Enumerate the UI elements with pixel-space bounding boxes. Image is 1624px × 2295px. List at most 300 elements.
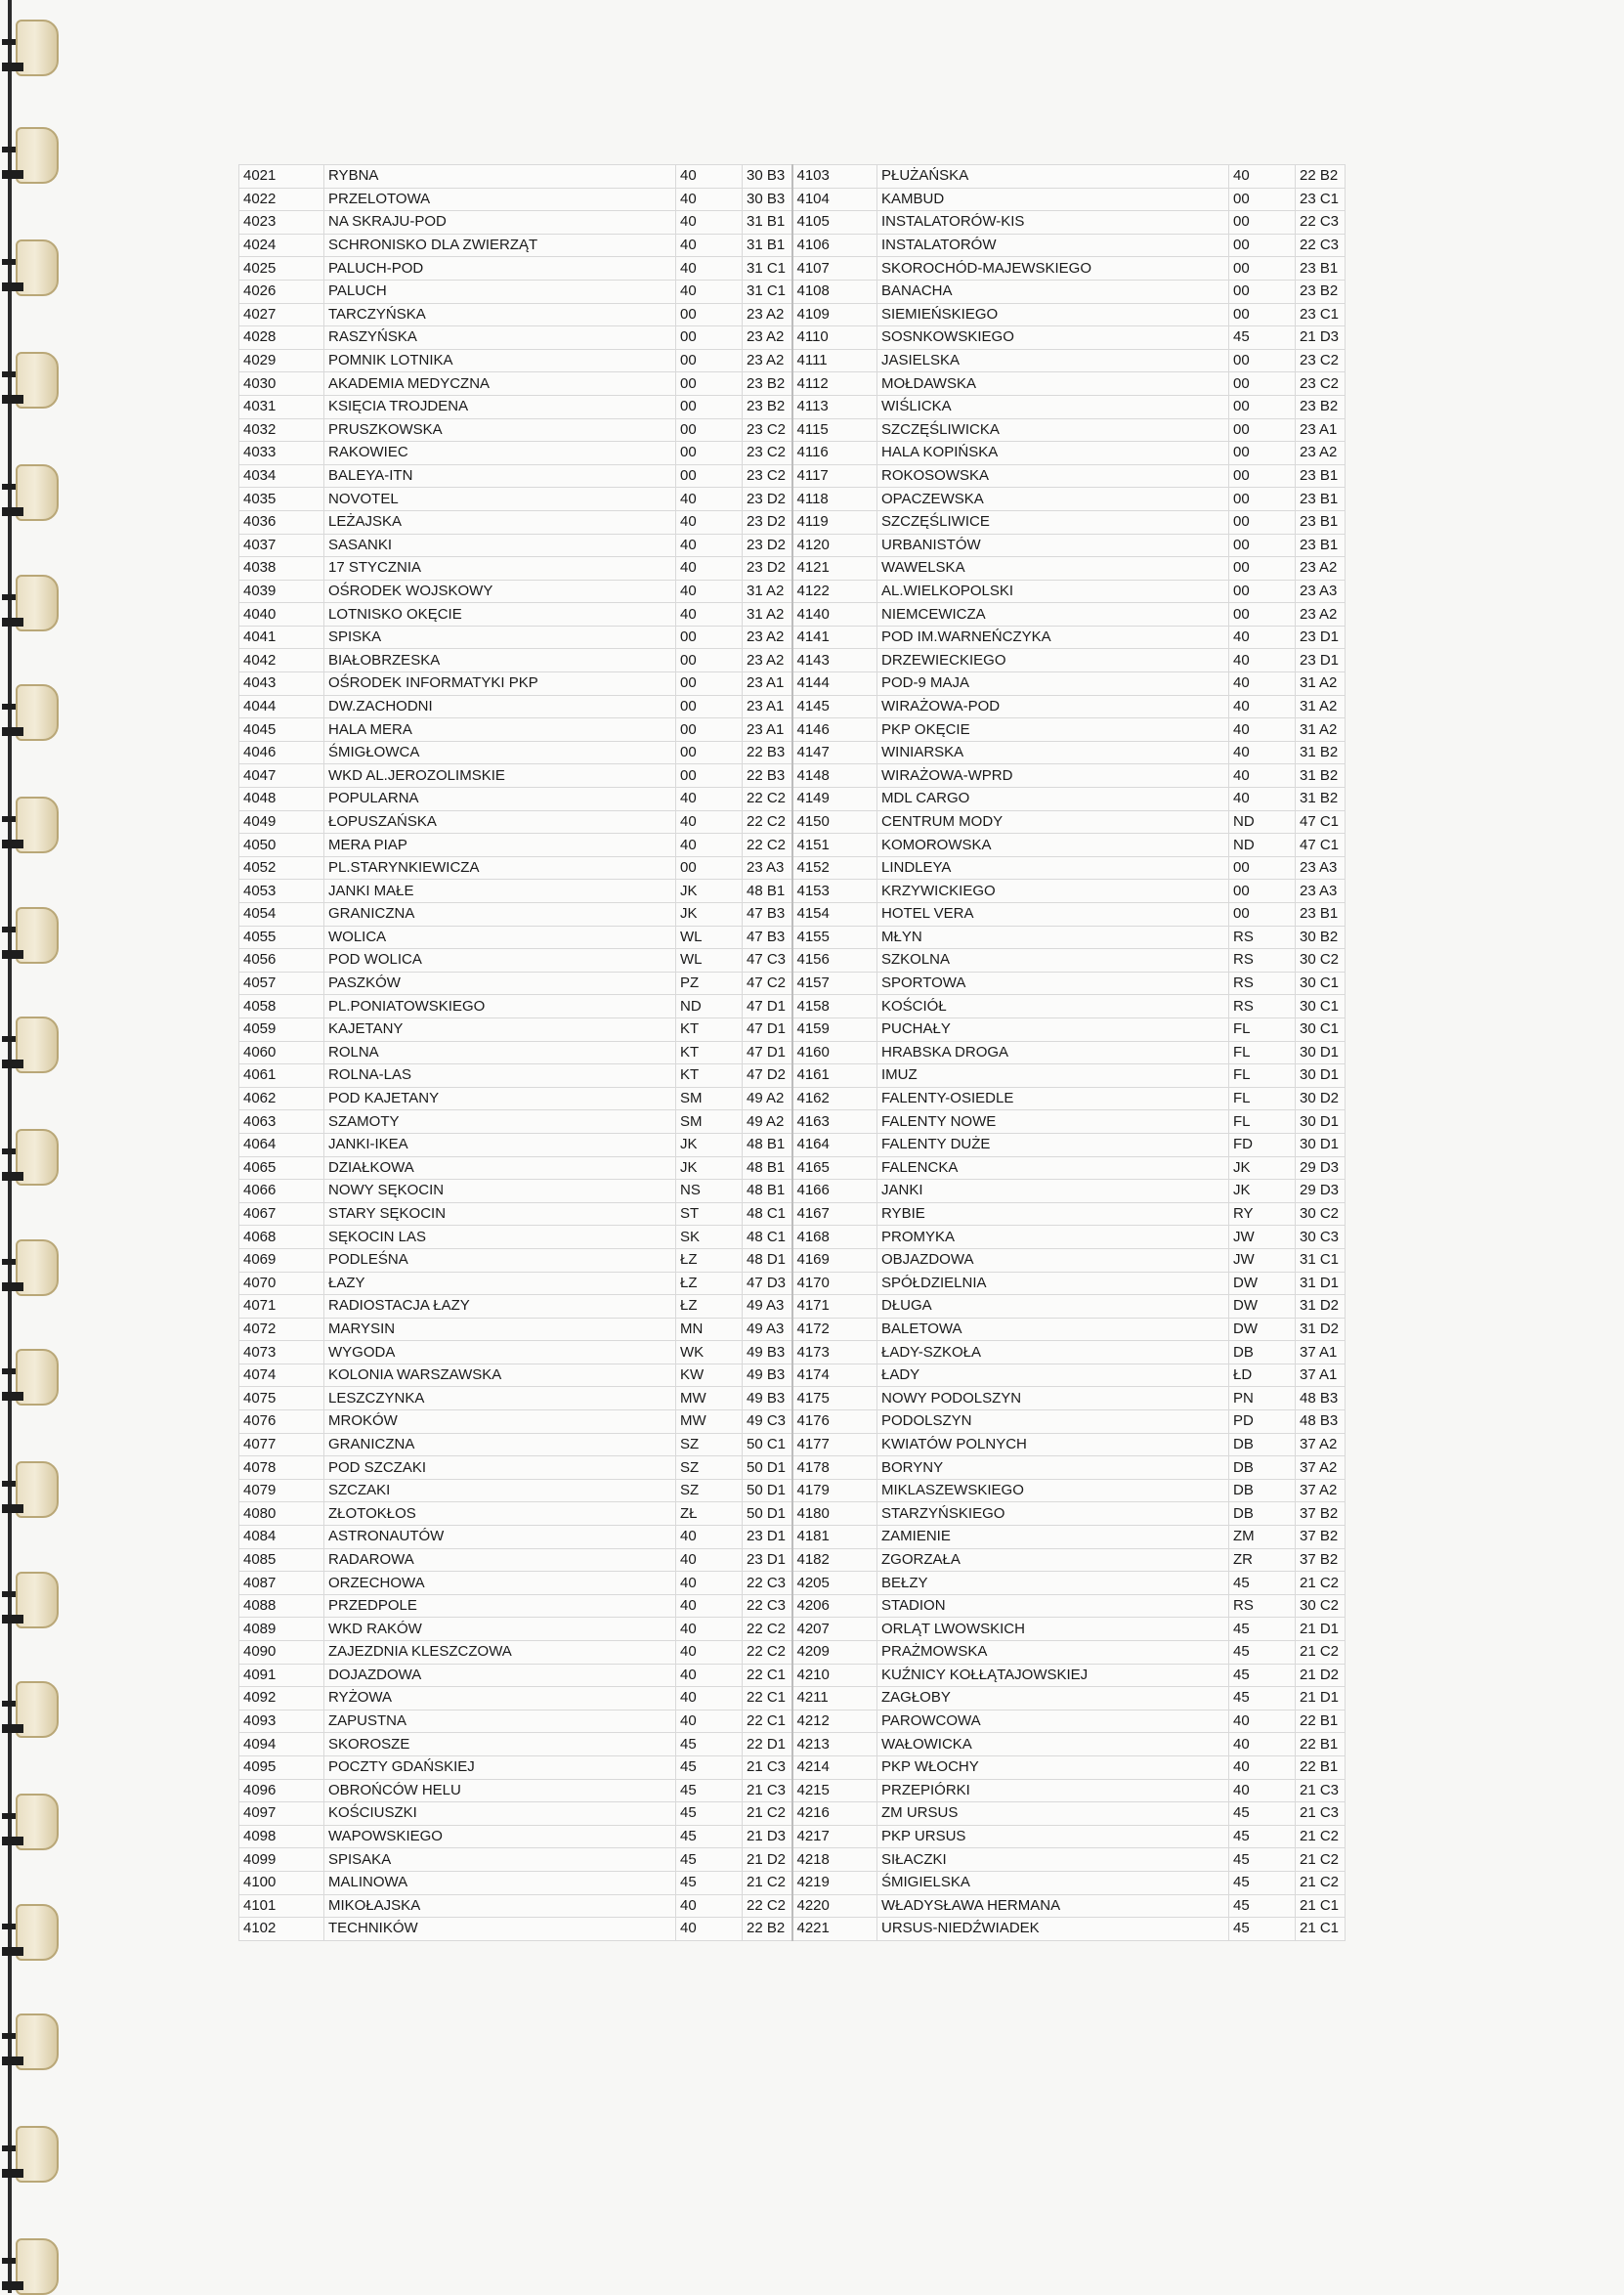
binding-ring bbox=[2, 1681, 63, 1738]
stop-name: PROMYKA bbox=[877, 1226, 1229, 1249]
stop-name: PKP WŁOCHY bbox=[877, 1755, 1229, 1779]
map-ref: 48 C1 bbox=[743, 1226, 792, 1249]
stop-number: 4210 bbox=[792, 1664, 877, 1687]
stop-number: 4221 bbox=[792, 1918, 877, 1941]
zone-code: ND bbox=[676, 995, 743, 1018]
stop-name: WKD AL.JEROZOLIMSKIE bbox=[324, 764, 676, 788]
stop-number: 4120 bbox=[792, 534, 877, 557]
map-ref: 30 C2 bbox=[1296, 1594, 1346, 1618]
stop-number: 4037 bbox=[239, 534, 324, 557]
zone-code: SZ bbox=[676, 1433, 743, 1456]
map-ref: 23 D1 bbox=[1296, 626, 1346, 649]
map-ref: 48 B3 bbox=[1296, 1387, 1346, 1410]
zone-code: DW bbox=[1229, 1295, 1296, 1319]
map-ref: 23 A2 bbox=[743, 649, 792, 672]
zone-code: ŁZ bbox=[676, 1295, 743, 1319]
stop-number: 4118 bbox=[792, 488, 877, 511]
table-row bbox=[239, 1064, 1346, 1088]
stop-number: 4066 bbox=[239, 1180, 324, 1203]
stop-name: WIŚLICKA bbox=[877, 395, 1229, 418]
zone-code: 00 bbox=[1229, 510, 1296, 534]
stop-name: INSTALATORÓW-KIS bbox=[877, 211, 1229, 235]
stop-name: ŚMIGŁOWCA bbox=[324, 741, 676, 764]
map-ref: 50 D1 bbox=[743, 1479, 792, 1502]
zone-code: 00 bbox=[676, 718, 743, 742]
stop-name: MŁYN bbox=[877, 926, 1229, 949]
table-row bbox=[239, 165, 1346, 189]
stop-name: JANKI bbox=[877, 1180, 1229, 1203]
stop-name: PRZEDPOLE bbox=[324, 1594, 676, 1618]
stop-number: 4045 bbox=[239, 718, 324, 742]
stop-number: 4058 bbox=[239, 995, 324, 1018]
zone-code: 40 bbox=[676, 1618, 743, 1641]
stop-name: KRZYWICKIEGO bbox=[877, 880, 1229, 903]
table-row bbox=[239, 188, 1346, 211]
stop-number: 4214 bbox=[792, 1755, 877, 1779]
zone-code: 00 bbox=[1229, 464, 1296, 488]
stop-name: AL.WIELKOPOLSKI bbox=[877, 580, 1229, 603]
zone-code: 45 bbox=[1229, 1664, 1296, 1687]
zone-code: KT bbox=[676, 1041, 743, 1064]
stop-name: LINDLEYA bbox=[877, 856, 1229, 880]
table-row bbox=[239, 1272, 1346, 1295]
stop-name: PAROWCOWA bbox=[877, 1710, 1229, 1733]
stop-number: 4158 bbox=[792, 995, 877, 1018]
table-row bbox=[239, 1364, 1346, 1387]
table-row bbox=[239, 672, 1346, 696]
stop-number: 4178 bbox=[792, 1456, 877, 1480]
map-ref: 23 A3 bbox=[1296, 580, 1346, 603]
stop-number: 4172 bbox=[792, 1318, 877, 1341]
map-ref: 49 B3 bbox=[743, 1364, 792, 1387]
stop-name: LEŻAJSKA bbox=[324, 510, 676, 534]
binding-ring bbox=[2, 1461, 63, 1518]
zone-code: FL bbox=[1229, 1064, 1296, 1088]
map-ref: 23 D1 bbox=[743, 1548, 792, 1572]
table-row bbox=[239, 1825, 1346, 1848]
binding-ring bbox=[2, 684, 63, 741]
stop-number: 4041 bbox=[239, 626, 324, 649]
map-ref: 23 A2 bbox=[1296, 603, 1346, 627]
table-row bbox=[239, 1871, 1346, 1894]
stop-name: BORYNY bbox=[877, 1456, 1229, 1480]
map-ref: 23 D2 bbox=[743, 534, 792, 557]
stop-name: FALENCKA bbox=[877, 1156, 1229, 1180]
stop-name: SOSNKOWSKIEGO bbox=[877, 326, 1229, 350]
stop-name: SPISKA bbox=[324, 626, 676, 649]
stop-number: 4206 bbox=[792, 1594, 877, 1618]
map-ref: 23 C2 bbox=[1296, 349, 1346, 372]
table-row bbox=[239, 626, 1346, 649]
map-ref: 29 D3 bbox=[1296, 1180, 1346, 1203]
zone-code: KT bbox=[676, 1064, 743, 1088]
map-ref: 23 B2 bbox=[1296, 280, 1346, 303]
table-row bbox=[239, 1572, 1346, 1595]
stop-number: 4034 bbox=[239, 464, 324, 488]
stop-name: PRAŻMOWSKA bbox=[877, 1641, 1229, 1665]
stop-number: 4039 bbox=[239, 580, 324, 603]
stop-number: 4025 bbox=[239, 257, 324, 281]
zone-code: 40 bbox=[676, 603, 743, 627]
zone-code: 45 bbox=[676, 1733, 743, 1756]
map-ref: 22 C3 bbox=[743, 1594, 792, 1618]
map-ref: 49 C3 bbox=[743, 1410, 792, 1434]
stop-number: 4075 bbox=[239, 1387, 324, 1410]
zone-code: DB bbox=[1229, 1502, 1296, 1526]
map-ref: 47 D3 bbox=[743, 1272, 792, 1295]
map-ref: 30 D1 bbox=[1296, 1110, 1346, 1134]
zone-code: MN bbox=[676, 1318, 743, 1341]
zone-code: RS bbox=[1229, 949, 1296, 973]
zone-code: 45 bbox=[676, 1755, 743, 1779]
map-ref: 22 C3 bbox=[1296, 211, 1346, 235]
zone-code: WL bbox=[676, 949, 743, 973]
stop-name: TARCZYŃSKA bbox=[324, 303, 676, 326]
map-ref: 23 C2 bbox=[743, 442, 792, 465]
map-ref: 30 B3 bbox=[743, 165, 792, 189]
stop-name: AKADEMIA MEDYCZNA bbox=[324, 372, 676, 396]
table-row bbox=[239, 534, 1346, 557]
stop-name: PŁUŻAŃSKA bbox=[877, 165, 1229, 189]
stop-name: HALA KOPIŃSKA bbox=[877, 442, 1229, 465]
stop-number: 4092 bbox=[239, 1687, 324, 1710]
stop-number: 4211 bbox=[792, 1687, 877, 1710]
stop-number: 4042 bbox=[239, 649, 324, 672]
map-ref: 31 B2 bbox=[1296, 788, 1346, 811]
zone-code: 40 bbox=[676, 1572, 743, 1595]
map-ref: 49 A3 bbox=[743, 1295, 792, 1319]
zone-code: MW bbox=[676, 1387, 743, 1410]
map-ref: 22 B1 bbox=[1296, 1755, 1346, 1779]
map-ref: 21 C3 bbox=[1296, 1779, 1346, 1802]
zone-code: 00 bbox=[676, 442, 743, 465]
stop-number: 4059 bbox=[239, 1018, 324, 1041]
stop-number: 4062 bbox=[239, 1087, 324, 1110]
stop-name: RAKOWIEC bbox=[324, 442, 676, 465]
table-row bbox=[239, 211, 1346, 235]
stop-number: 4079 bbox=[239, 1479, 324, 1502]
stop-number: 4047 bbox=[239, 764, 324, 788]
stop-name: BALETOWA bbox=[877, 1318, 1229, 1341]
map-ref: 47 D2 bbox=[743, 1064, 792, 1088]
zone-code: 40 bbox=[1229, 626, 1296, 649]
table-row bbox=[239, 1156, 1346, 1180]
zone-code: RS bbox=[1229, 1594, 1296, 1618]
zone-code: 40 bbox=[676, 1918, 743, 1941]
table-row bbox=[239, 1802, 1346, 1826]
zone-code: 00 bbox=[676, 672, 743, 696]
map-ref: 22 C2 bbox=[743, 1618, 792, 1641]
map-ref: 21 C1 bbox=[1296, 1894, 1346, 1918]
stop-number: 4094 bbox=[239, 1733, 324, 1756]
stop-name: SPISAKA bbox=[324, 1848, 676, 1872]
stop-number: 4148 bbox=[792, 764, 877, 788]
table-row bbox=[239, 718, 1346, 742]
zone-code: FD bbox=[1229, 1133, 1296, 1156]
stop-number: 4163 bbox=[792, 1110, 877, 1134]
stop-number: 4093 bbox=[239, 1710, 324, 1733]
stop-number: 4176 bbox=[792, 1410, 877, 1434]
stop-name: PRZELOTOWA bbox=[324, 188, 676, 211]
stop-name: PALUCH-POD bbox=[324, 257, 676, 281]
map-ref: 21 D1 bbox=[1296, 1618, 1346, 1641]
zone-code: 40 bbox=[1229, 1755, 1296, 1779]
stop-name: SZCZĘŚLIWICE bbox=[877, 510, 1229, 534]
stop-number: 4063 bbox=[239, 1110, 324, 1134]
map-ref: 23 C1 bbox=[1296, 188, 1346, 211]
map-ref: 31 D2 bbox=[1296, 1318, 1346, 1341]
stop-name: WAPOWSKIEGO bbox=[324, 1825, 676, 1848]
zone-code: 40 bbox=[1229, 788, 1296, 811]
stop-number: 4180 bbox=[792, 1502, 877, 1526]
zone-code: SZ bbox=[676, 1456, 743, 1480]
stop-name: PALUCH bbox=[324, 280, 676, 303]
stop-name: KWIATÓW POLNYCH bbox=[877, 1433, 1229, 1456]
stop-name: STARY SĘKOCIN bbox=[324, 1202, 676, 1226]
table-row bbox=[239, 1479, 1346, 1502]
map-ref: 21 C1 bbox=[1296, 1918, 1346, 1941]
map-ref: 23 A1 bbox=[743, 718, 792, 742]
map-ref: 47 C3 bbox=[743, 949, 792, 973]
stop-number: 4098 bbox=[239, 1825, 324, 1848]
stop-number: 4160 bbox=[792, 1041, 877, 1064]
stop-number: 4060 bbox=[239, 1041, 324, 1064]
stop-name: 17 STYCZNIA bbox=[324, 557, 676, 581]
map-ref: 22 B1 bbox=[1296, 1733, 1346, 1756]
table-row bbox=[239, 326, 1346, 350]
map-ref: 31 A2 bbox=[1296, 695, 1346, 718]
stop-name: ŁADY bbox=[877, 1364, 1229, 1387]
map-ref: 49 A3 bbox=[743, 1318, 792, 1341]
binding-ring bbox=[2, 797, 63, 853]
zone-code: 40 bbox=[1229, 718, 1296, 742]
map-ref: 48 C1 bbox=[743, 1202, 792, 1226]
map-ref: 22 B2 bbox=[743, 1918, 792, 1941]
stop-name: HRABSKA DROGA bbox=[877, 1041, 1229, 1064]
map-ref: 49 A2 bbox=[743, 1110, 792, 1134]
map-ref: 23 D1 bbox=[743, 1526, 792, 1549]
zone-code: 45 bbox=[676, 1825, 743, 1848]
stop-number: 4220 bbox=[792, 1894, 877, 1918]
stop-name: RYBIE bbox=[877, 1202, 1229, 1226]
stop-name: ZAPUSTNA bbox=[324, 1710, 676, 1733]
stop-number: 4162 bbox=[792, 1087, 877, 1110]
stop-name: JANKI-IKEA bbox=[324, 1133, 676, 1156]
map-ref: 21 C3 bbox=[743, 1779, 792, 1802]
zone-code: ŁZ bbox=[676, 1272, 743, 1295]
zone-code: 45 bbox=[1229, 1687, 1296, 1710]
stop-name: OPACZEWSKA bbox=[877, 488, 1229, 511]
stop-name: DRZEWIECKIEGO bbox=[877, 649, 1229, 672]
zone-code: PZ bbox=[676, 972, 743, 995]
zone-code: 40 bbox=[676, 280, 743, 303]
table-row bbox=[239, 418, 1346, 442]
map-ref: 23 D2 bbox=[743, 488, 792, 511]
zone-code: 00 bbox=[676, 326, 743, 350]
stop-number: 4146 bbox=[792, 718, 877, 742]
stop-number: 4085 bbox=[239, 1548, 324, 1572]
stop-number: 4071 bbox=[239, 1295, 324, 1319]
zone-code: SM bbox=[676, 1110, 743, 1134]
stop-name: SIŁACZKI bbox=[877, 1848, 1229, 1872]
table-row bbox=[239, 280, 1346, 303]
stop-number: 4046 bbox=[239, 741, 324, 764]
zone-code: JK bbox=[676, 1133, 743, 1156]
stop-number: 4111 bbox=[792, 349, 877, 372]
stop-name: MERA PIAP bbox=[324, 834, 676, 857]
map-ref: 47 C1 bbox=[1296, 834, 1346, 857]
stop-number: 4035 bbox=[239, 488, 324, 511]
table-row bbox=[239, 1848, 1346, 1872]
map-ref: 23 A1 bbox=[743, 672, 792, 696]
stop-number: 4106 bbox=[792, 234, 877, 257]
zone-code: 40 bbox=[676, 165, 743, 189]
map-ref: 47 B3 bbox=[743, 926, 792, 949]
stop-name: PODLEŚNA bbox=[324, 1248, 676, 1272]
zone-code: DB bbox=[1229, 1341, 1296, 1364]
stop-number: 4038 bbox=[239, 557, 324, 581]
map-ref: 23 A2 bbox=[743, 626, 792, 649]
map-ref: 23 A2 bbox=[743, 303, 792, 326]
map-ref: 23 C2 bbox=[743, 464, 792, 488]
stop-number: 4109 bbox=[792, 303, 877, 326]
stop-number: 4040 bbox=[239, 603, 324, 627]
stop-name: ZAMIENIE bbox=[877, 1526, 1229, 1549]
stop-name: IMUZ bbox=[877, 1064, 1229, 1088]
stop-number: 4181 bbox=[792, 1526, 877, 1549]
zone-code: 00 bbox=[1229, 280, 1296, 303]
zone-code: SZ bbox=[676, 1479, 743, 1502]
zone-code: JK bbox=[676, 880, 743, 903]
stop-name: ROKOSOWSKA bbox=[877, 464, 1229, 488]
stop-name: ORLĄT LWOWSKICH bbox=[877, 1618, 1229, 1641]
table-row bbox=[239, 1710, 1346, 1733]
binding-ring bbox=[2, 127, 63, 184]
map-ref: 31 C1 bbox=[1296, 1248, 1346, 1272]
binding-ring bbox=[2, 1904, 63, 1961]
stop-number: 4028 bbox=[239, 326, 324, 350]
zone-code: NS bbox=[676, 1180, 743, 1203]
table-row bbox=[239, 1180, 1346, 1203]
zone-code: 40 bbox=[676, 257, 743, 281]
stop-number: 4179 bbox=[792, 1479, 877, 1502]
table-row bbox=[239, 603, 1346, 627]
stop-name: URBANISTÓW bbox=[877, 534, 1229, 557]
stop-number: 4141 bbox=[792, 626, 877, 649]
zone-code: 40 bbox=[676, 1664, 743, 1687]
table-row bbox=[239, 442, 1346, 465]
table-row bbox=[239, 1456, 1346, 1480]
stop-name: PUCHAŁY bbox=[877, 1018, 1229, 1041]
stop-name: FALENTY DUŻE bbox=[877, 1133, 1229, 1156]
stop-name: KOŚCIUSZKI bbox=[324, 1802, 676, 1826]
zone-code: DW bbox=[1229, 1318, 1296, 1341]
stop-name: NA SKRAJU-POD bbox=[324, 211, 676, 235]
zone-code: 00 bbox=[1229, 211, 1296, 235]
map-ref: 21 D3 bbox=[1296, 326, 1346, 350]
stop-number: 4156 bbox=[792, 949, 877, 973]
table-row bbox=[239, 1110, 1346, 1134]
map-ref: 22 D1 bbox=[743, 1733, 792, 1756]
stop-number: 4084 bbox=[239, 1526, 324, 1549]
map-ref: 21 C2 bbox=[743, 1802, 792, 1826]
map-ref: 37 A1 bbox=[1296, 1364, 1346, 1387]
zone-code: JK bbox=[1229, 1156, 1296, 1180]
zone-code: 40 bbox=[676, 1548, 743, 1572]
stop-number: 4057 bbox=[239, 972, 324, 995]
zone-code: 40 bbox=[676, 1526, 743, 1549]
zone-code: PD bbox=[1229, 1410, 1296, 1434]
map-ref: 21 C2 bbox=[743, 1871, 792, 1894]
stop-name: WOLICA bbox=[324, 926, 676, 949]
zone-code: 45 bbox=[676, 1802, 743, 1826]
zone-code: PN bbox=[1229, 1387, 1296, 1410]
map-ref: 30 B3 bbox=[743, 188, 792, 211]
stop-number: 4110 bbox=[792, 326, 877, 350]
map-ref: 49 A2 bbox=[743, 1087, 792, 1110]
stop-name: POD WOLICA bbox=[324, 949, 676, 973]
zone-code: 40 bbox=[676, 534, 743, 557]
map-ref: 31 B1 bbox=[743, 234, 792, 257]
table-row bbox=[239, 1502, 1346, 1526]
binding-ring bbox=[2, 907, 63, 964]
zone-code: WK bbox=[676, 1341, 743, 1364]
stop-name: PKP OKĘCIE bbox=[877, 718, 1229, 742]
map-ref: 30 C2 bbox=[1296, 1202, 1346, 1226]
table-row bbox=[239, 1295, 1346, 1319]
stop-name: POCZTY GDAŃSKIEJ bbox=[324, 1755, 676, 1779]
table-row bbox=[239, 349, 1346, 372]
stop-number: 4022 bbox=[239, 188, 324, 211]
binding-ring bbox=[2, 1572, 63, 1628]
map-ref: 23 B1 bbox=[1296, 903, 1346, 927]
stop-number: 4112 bbox=[792, 372, 877, 396]
stop-number: 4027 bbox=[239, 303, 324, 326]
map-ref: 21 C2 bbox=[1296, 1871, 1346, 1894]
stop-name: PRZEPIÓRKI bbox=[877, 1779, 1229, 1802]
stop-number: 4164 bbox=[792, 1133, 877, 1156]
map-ref: 22 C2 bbox=[743, 788, 792, 811]
stop-number: 4070 bbox=[239, 1272, 324, 1295]
stop-name: ŁOPUSZAŃSKA bbox=[324, 810, 676, 834]
stop-name: MIKLASZEWSKIEGO bbox=[877, 1479, 1229, 1502]
stop-name: HOTEL VERA bbox=[877, 903, 1229, 927]
zone-code: 00 bbox=[1229, 188, 1296, 211]
stop-name: TECHNIKÓW bbox=[324, 1918, 676, 1941]
zone-code: DB bbox=[1229, 1479, 1296, 1502]
zone-code: 00 bbox=[1229, 395, 1296, 418]
map-ref: 31 B2 bbox=[1296, 764, 1346, 788]
map-ref: 31 A2 bbox=[1296, 672, 1346, 696]
map-ref: 22 B2 bbox=[1296, 165, 1346, 189]
stop-name: LOTNISKO OKĘCIE bbox=[324, 603, 676, 627]
stop-number: 4207 bbox=[792, 1618, 877, 1641]
stop-number: 4102 bbox=[239, 1918, 324, 1941]
stop-number: 4140 bbox=[792, 603, 877, 627]
map-ref: 49 B3 bbox=[743, 1387, 792, 1410]
zone-code: 00 bbox=[676, 695, 743, 718]
stop-number: 4064 bbox=[239, 1133, 324, 1156]
map-ref: 30 C3 bbox=[1296, 1226, 1346, 1249]
stop-number: 4166 bbox=[792, 1180, 877, 1203]
zone-code: 40 bbox=[676, 834, 743, 857]
stop-name: ZŁOTOKŁOS bbox=[324, 1502, 676, 1526]
map-ref: 50 D1 bbox=[743, 1456, 792, 1480]
map-ref: 23 B1 bbox=[1296, 534, 1346, 557]
table-row bbox=[239, 1202, 1346, 1226]
map-ref: 31 C1 bbox=[743, 280, 792, 303]
table-row bbox=[239, 1087, 1346, 1110]
